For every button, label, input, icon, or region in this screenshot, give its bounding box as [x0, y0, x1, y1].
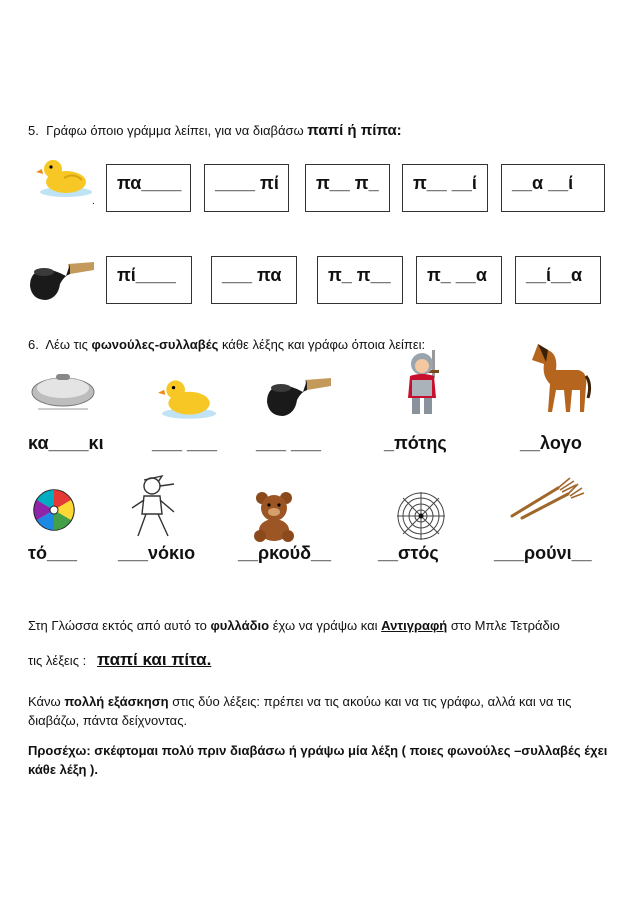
word-pot-lid: κα____κι — [28, 433, 104, 453]
exercise-6-heading — [28, 337, 425, 352]
fill-box: π_ π__ — [317, 256, 403, 304]
exercise-keyword: φωνούλες-συλλαβές — [91, 337, 219, 352]
stray-dot: . — [92, 196, 95, 207]
word-knight: _πότης — [384, 433, 447, 453]
exercise-instruction-end: κάθε λέξης και γράφω όποια λείπει: — [221, 337, 426, 352]
word-ball: τό___ — [28, 543, 78, 563]
fill-box: ____ πί — [204, 164, 289, 212]
exercise-instruction: Λέω τις — [45, 337, 88, 352]
note-text: στο Μπλε Τετράδιο — [450, 618, 560, 633]
note-text: Στη Γλώσσα εκτός από αυτό το — [28, 618, 207, 633]
note-paragraph-1 — [28, 616, 618, 635]
pinocchio-icon — [128, 474, 182, 542]
exercise-number: 6. — [28, 337, 39, 352]
note-bold-copy: Αντιγραφή — [381, 618, 448, 633]
pipe-icon — [262, 374, 334, 420]
duck-icon — [158, 376, 216, 420]
word-pipe: ___ ___ — [256, 433, 322, 453]
note-paragraph-2 — [28, 692, 618, 730]
note-text: έχω να γράψω και — [272, 618, 378, 633]
horse-icon — [528, 340, 592, 416]
duck-icon — [36, 156, 92, 198]
teddy-bear-icon — [250, 490, 298, 542]
word-horse: __λογο — [520, 433, 582, 453]
note-practice-words: παπί και πίτα. — [97, 650, 212, 669]
fill-box: __α __ί — [501, 164, 605, 212]
fill-box: π__ __ί — [402, 164, 488, 212]
word-spider-web: __στός — [378, 543, 439, 563]
note-bold-booklet: φυλλάδιο — [210, 618, 270, 633]
word-duck: ___ ___ — [152, 433, 218, 453]
note-text: τις λέξεις : — [28, 653, 87, 668]
word-forks: ___ρούνι__ — [494, 543, 592, 563]
pipe-icon — [26, 258, 96, 304]
fill-box: ___ πα — [211, 256, 297, 304]
spider-web-icon — [394, 490, 448, 542]
knight-icon — [400, 346, 462, 418]
fill-box: πί____ — [106, 256, 192, 304]
word-teddy-bear: __ρκούδ__ — [238, 543, 332, 563]
exercise-5-heading — [28, 122, 402, 139]
word-pinocchio: ___νόκιο — [118, 543, 196, 563]
note-bold-practice: πολλή εξάσκηση — [64, 694, 169, 709]
fill-box: π_ __α — [416, 256, 502, 304]
exercise-target-words: παπί ή πίπα: — [307, 122, 402, 139]
fill-box: πα____ — [106, 164, 191, 212]
exercise-instruction: Γράφω όποιο γράμμα λείπει, για να διαβάσω — [46, 123, 304, 138]
note-paragraph-3: Προσέχω: σκέφτομαι πολύ πριν διαβάσω ή γράψω μία λέξη ( ποιες φωνούλες –συλλαβές έχει κάθε λέξη ). — [28, 743, 608, 777]
note-text: Κάνω — [28, 694, 61, 709]
ball-icon — [32, 488, 76, 532]
pot-lid-icon — [30, 366, 96, 412]
fill-box: π__ π_ — [305, 164, 390, 212]
exercise-number: 5. — [28, 123, 39, 138]
note-words-line — [28, 650, 618, 670]
note-text: στις δύο λέξεις: πρέπει να τις ακούω και να τις γράφω, αλλά και να τις διαβάζω, πάντα δείχνοντας. — [28, 694, 572, 728]
fill-box: __ί__α — [515, 256, 601, 304]
forks-icon — [508, 474, 584, 520]
